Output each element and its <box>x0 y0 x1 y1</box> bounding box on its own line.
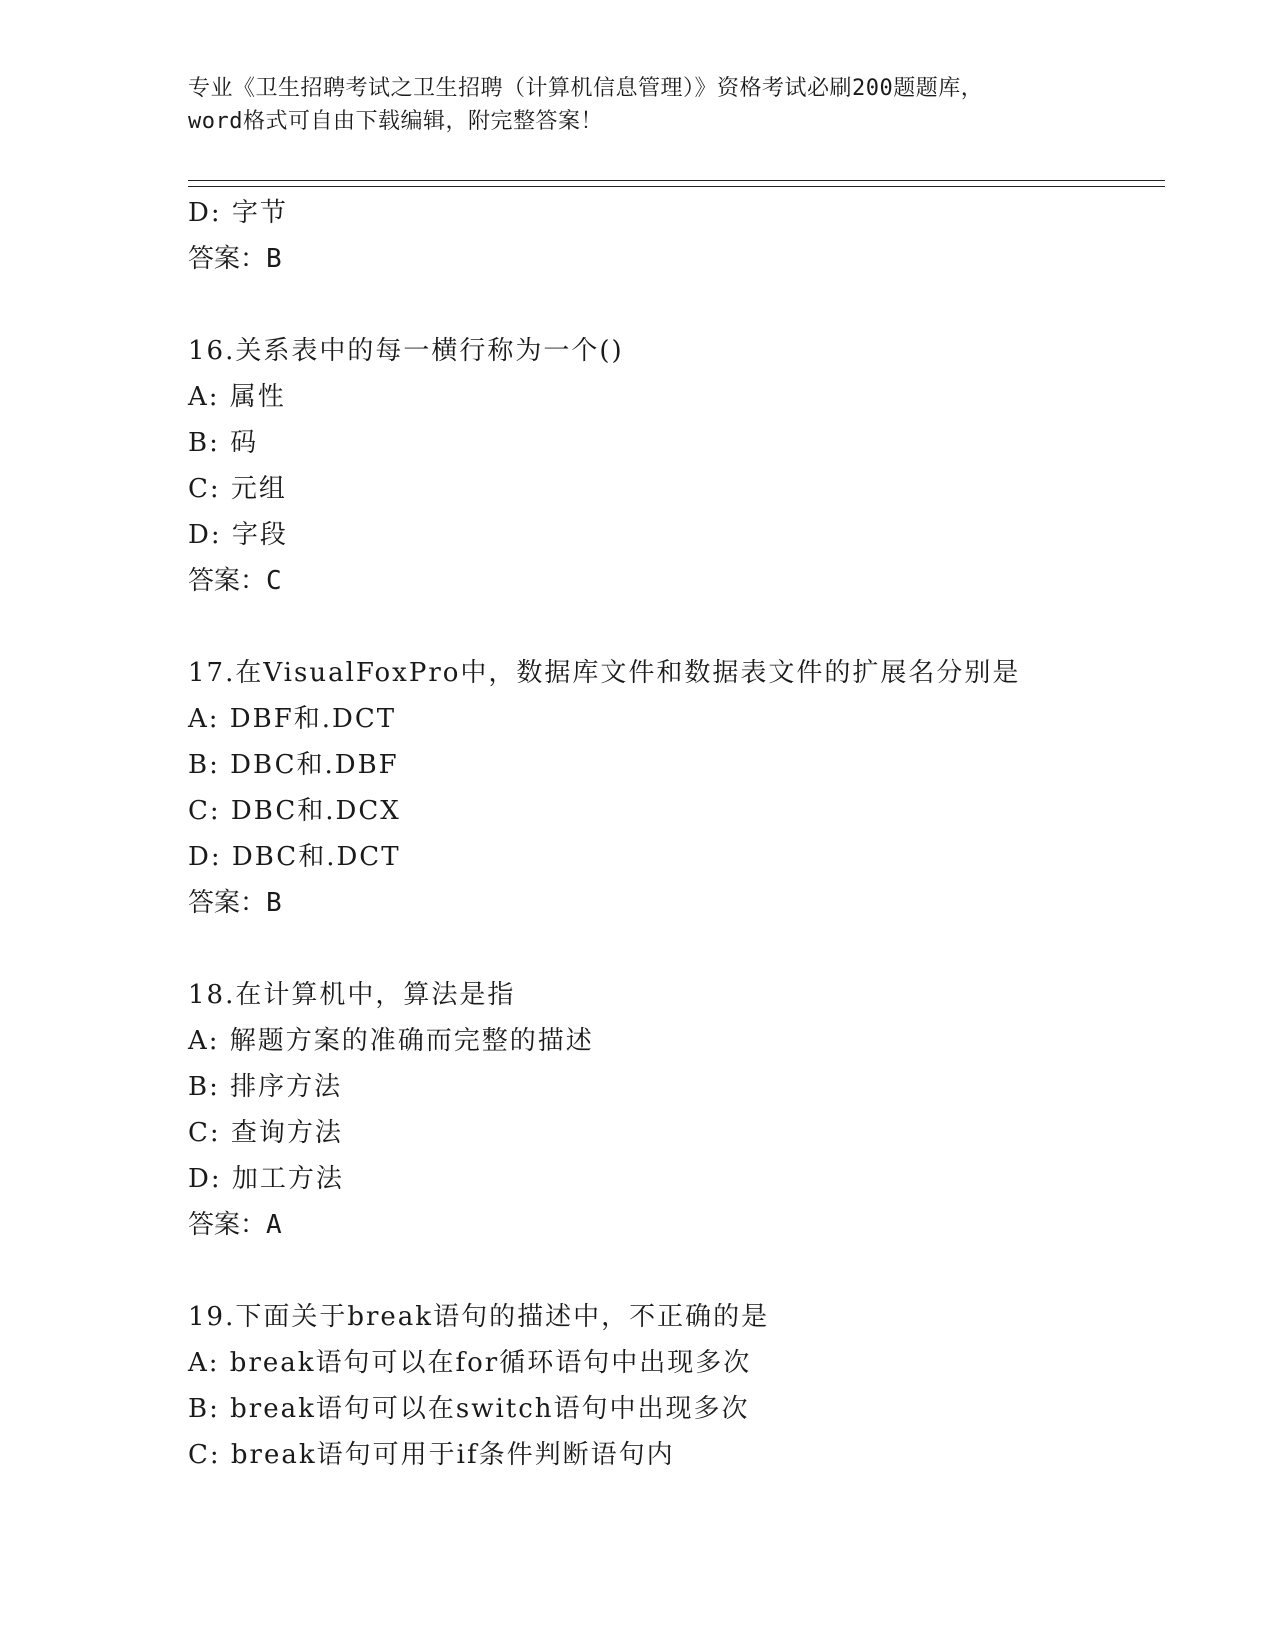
header-line-2: word格式可自由下载编辑，附完整答案！ <box>188 109 603 134</box>
option-d: D: 字段 <box>188 520 288 550</box>
header-divider-bottom <box>188 186 1165 187</box>
option-b: B: break语句可以在switch语句中出现多次 <box>188 1394 750 1424</box>
question-16 <box>188 328 1168 604</box>
question-stem: 16.关系表中的每一横行称为一个() <box>188 336 624 366</box>
question-stem: 19.下面关于break语句的描述中，不正确的是 <box>188 1302 770 1332</box>
document-header <box>188 72 1088 138</box>
answer: 答案：B <box>188 888 282 918</box>
answer: 答案：C <box>188 566 282 596</box>
question-17 <box>188 650 1168 926</box>
option-d: D: 字节 <box>188 198 288 228</box>
option-c: C: 查询方法 <box>188 1118 343 1148</box>
option-d: D: DBC和.DCT <box>188 842 401 872</box>
question-list <box>188 190 1168 1478</box>
option-b: B: 排序方法 <box>188 1072 343 1102</box>
answer: 答案：A <box>188 1210 282 1240</box>
option-b: B: 码 <box>188 428 259 458</box>
header-divider-top <box>188 180 1165 181</box>
option-a: A: 解题方案的准确而完整的描述 <box>188 1026 594 1056</box>
option-d: D: 加工方法 <box>188 1164 344 1194</box>
question-19 <box>188 1294 1168 1478</box>
question-18 <box>188 972 1168 1248</box>
header-line-1: 专业《卫生招聘考试之卫生招聘（计算机信息管理）》资格考试必刷200题题库， <box>188 76 984 101</box>
question-stem: 17.在VisualFoxPro中，数据库文件和数据表文件的扩展名分别是 <box>188 658 1021 688</box>
option-c: C: break语句可用于if条件判断语句内 <box>188 1440 675 1470</box>
spacer <box>188 1248 1168 1294</box>
spacer <box>188 926 1168 972</box>
spacer <box>188 604 1168 650</box>
answer: 答案：B <box>188 244 282 274</box>
option-a: A: 属性 <box>188 382 286 412</box>
option-a: A: break语句可以在for循环语句中出现多次 <box>188 1348 752 1378</box>
option-c: C: 元组 <box>188 474 287 504</box>
question-stem: 18.在计算机中，算法是指 <box>188 980 516 1010</box>
spacer <box>188 282 1168 328</box>
option-a: A: DBF和.DCT <box>188 704 397 734</box>
option-c: C: DBC和.DCX <box>188 796 401 826</box>
option-b: B: DBC和.DBF <box>188 750 399 780</box>
